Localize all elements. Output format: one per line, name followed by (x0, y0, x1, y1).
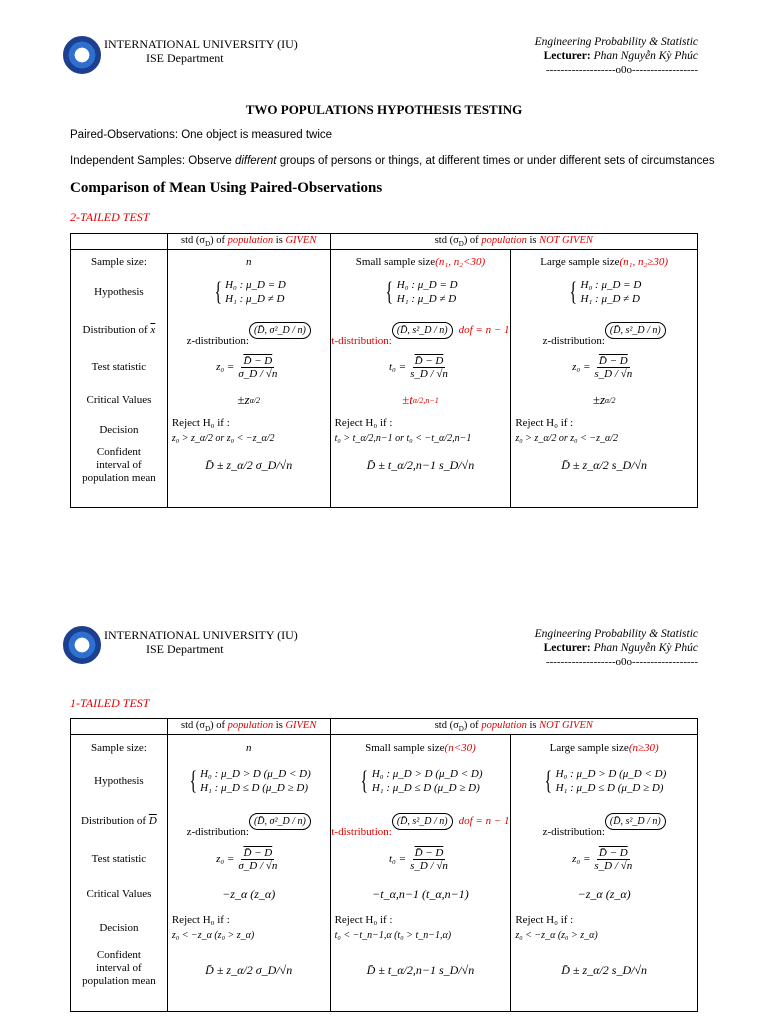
row-labels (71, 250, 168, 508)
header-given-2: std $(\sigma_D)$ of population is GIVEN (167, 719, 330, 735)
one-tailed-table (70, 718, 698, 1012)
lecturer-name: Phan Nguyễn Kỳ Phúc (593, 50, 698, 62)
c3-distribution: z-distribution: (D̄, s²_D / n) (511, 310, 697, 350)
indep-suffix: groups of persons or things, at different times or under different sets of circumstances (276, 155, 715, 167)
c2-decision: Reject H₀ if : t₀ > t_α/2,n−1 or t₀ < −t_α/2,n−1 (334, 417, 472, 444)
department-name-2: ISE Department (146, 642, 224, 656)
t2c2-decision: Reject H₀ if : t₀ < −t_n−1,α (t₀ > t_n−1,α) (334, 914, 452, 941)
label-confidence-interval: Confident interval of population mean (82, 445, 156, 484)
t2c1-critical: −z_α (z_α) (222, 886, 276, 901)
t2c1-sample: n (245, 742, 252, 754)
label-hypothesis: Hypothesis (94, 286, 144, 298)
c1-critical: ±z α/2 (237, 392, 261, 407)
course-name: Engineering Probability & Statistic (534, 36, 698, 48)
header-given: std $(\sigma_D)$ of population is GIVEN (167, 234, 330, 250)
university-logo-2 (63, 626, 101, 664)
label-critical-values: Critical Values (86, 394, 152, 406)
t2c2-hypothesis: { H₀ : μ_D > D (μ_D < D) H₁ : μ_D ≤ D (μ_D ≥ D) (360, 766, 483, 795)
c1-sample: n (245, 256, 252, 268)
label-decision: Decision (99, 424, 139, 436)
label2-sample-size: Sample size: (90, 742, 147, 754)
indep-prefix: Independent Samples: Observe (70, 155, 235, 167)
label2-decision: Decision (99, 922, 139, 934)
c2-critical: ±t α/2,n−1 (402, 392, 439, 407)
header-separator: -------------------o0o------------------ (545, 64, 698, 76)
section-title: Comparison of Mean Using Paired-Observations (70, 180, 383, 196)
university-name-2: INTERNATIONAL UNIVERSITY (IU) (104, 628, 298, 642)
c2-test-statistic: t₀ = $\frac{D̄ - D}{s\_D / √n}$ (389, 354, 448, 380)
col2-given (167, 735, 330, 1012)
t2c1-distribution: z-distribution: (D̄, σ²_D / n) (168, 801, 330, 841)
c1-ci: D̄ ± z_α/2 σ_D/√n (205, 457, 293, 472)
t2c3-decision: Reject H₀ if : z₀ < −z_α (z₀ > z_α) (515, 914, 598, 941)
label-test-statistic: Test statistic (91, 361, 147, 373)
label2-confidence-interval: Confident interval of population mean (82, 948, 156, 987)
label-distribution: Distribution of $\overline{x}$ (82, 324, 156, 336)
header-not-given: std $(\sigma_D)$ of population is NOT GIVEN (330, 234, 697, 250)
t2c2-sample: Small sample size (n<30) (365, 742, 476, 754)
university-name: INTERNATIONAL UNIVERSITY (IU) (104, 37, 298, 51)
col2-large-sample (511, 735, 698, 1012)
c2-sample: Small sample size (n₁, n₂<30) (355, 256, 486, 268)
lecturer-line-2: Lecturer: Phan Nguyễn Kỳ Phúc (543, 642, 698, 654)
paired-definition: Paired-Observations: One object is measured twice (70, 129, 333, 141)
c1-test-statistic: z₀ = $\frac{D̄ - D}{\sigma\_D / √n}$ (216, 354, 278, 380)
label2-hypothesis: Hypothesis (94, 775, 144, 787)
c3-test-statistic: z₀ = $\frac{D̄ - D}{s\_D / √n}$ (572, 354, 633, 380)
row-labels-2 (71, 735, 168, 1012)
c2-ci: D̄ ± t_α/2,n−1 s_D/√n (366, 457, 475, 472)
header-not-given-2: std $(\sigma_D)$ of population is NOT GIVEN (330, 719, 697, 735)
c3-hypothesis: { H₀ : μ_D = D H₁ : μ_D ≠ D (569, 277, 642, 306)
c2-hypothesis: { H₀ : μ_D = D H₁ : μ_D ≠ D (385, 277, 458, 306)
header-blank-2 (71, 719, 168, 735)
c3-sample: Large sample size (n₁, n₂≥30) (540, 256, 669, 268)
label2-critical-values: Critical Values (86, 888, 152, 900)
label2-distribution: Distribution of $\overline{D}$ (81, 815, 157, 827)
c3-ci: D̄ ± z_α/2 s_D/√n (561, 457, 648, 472)
c3-critical: ±z α/2 (592, 392, 616, 407)
page-title: TWO POPULATIONS HYPOTHESIS TESTING (245, 102, 523, 117)
label2-test-statistic: Test statistic (91, 853, 147, 865)
t2c3-critical: −z_α (z_α) (577, 886, 631, 901)
t2c1-decision: Reject H₀ if : z₀ < −z_α (z₀ > z_α) (171, 914, 255, 941)
t2c1-hypothesis: { H₀ : μ_D > D (μ_D < D) H₁ : μ_D ≤ D (μ_D ≥ D) (189, 766, 311, 795)
header-blank (71, 234, 168, 250)
col-given (167, 250, 330, 508)
t2c2-test-statistic: t₀ = $\frac{D̄ - D}{s\_D / √n}$ (389, 846, 448, 872)
c1-decision: Reject H₀ if : z₀ > z_α/2 or z₀ < −z_α/2 (171, 417, 275, 444)
course-name-2: Engineering Probability & Statistic (534, 628, 698, 640)
t2c2-ci: D̄ ± t_α/2,n−1 s_D/√n (366, 962, 475, 977)
c1-hypothesis: { H₀ : μ_D = D H₁ : μ_D ≠ D (214, 277, 286, 306)
independent-definition (70, 155, 715, 167)
indep-italic: different (234, 155, 277, 167)
t2c2-critical: −t_α,n−1 (t_α,n−1) (372, 886, 469, 901)
col-small-sample (330, 250, 511, 508)
one-tailed-title: 1-TAILED TEST (70, 696, 150, 710)
t2c1-ci: D̄ ± z_α/2 σ_D/√n (205, 962, 293, 977)
department-name: ISE Department (146, 51, 224, 65)
header-separator-2: -------------------o0o------------------ (545, 656, 698, 668)
t2c2-distribution: t-distribution: (D̄, s²_D / n) dof = n − 1 (331, 801, 511, 841)
two-tailed-table (70, 233, 698, 508)
t2c3-hypothesis: { H₀ : μ_D > D (μ_D < D) H₁ : μ_D ≤ D (μ_D ≥ D) (544, 766, 667, 795)
c1-distribution: z-distribution: (D̄, σ²_D / n) (168, 310, 330, 350)
c3-decision: Reject H₀ if : z₀ > z_α/2 or z₀ < −z_α/2 (515, 417, 619, 444)
lecturer-label: Lecturer: (543, 50, 591, 62)
t2c3-sample: Large sample size (n≥30) (549, 742, 659, 754)
col2-small-sample (330, 735, 511, 1012)
t2c3-distribution: z-distribution: (D̄, s²_D / n) (511, 801, 697, 841)
label-sample-size: Sample size: (90, 256, 147, 268)
t2c3-test-statistic: z₀ = $\frac{D̄ - D}{s\_D / √n}$ (572, 846, 633, 872)
lecturer-line (398, 50, 698, 62)
t2c1-test-statistic: z₀ = $\frac{D̄ - D}{\sigma\_D / √n}$ (216, 846, 278, 872)
col-large-sample (511, 250, 698, 508)
t2c3-ci: D̄ ± z_α/2 s_D/√n (561, 962, 648, 977)
two-tailed-title: 2-TAILED TEST (70, 210, 150, 224)
c2-distribution: t-distribution: (D̄, s²_D / n) dof = n − 1 (331, 310, 511, 350)
university-logo (63, 36, 101, 74)
